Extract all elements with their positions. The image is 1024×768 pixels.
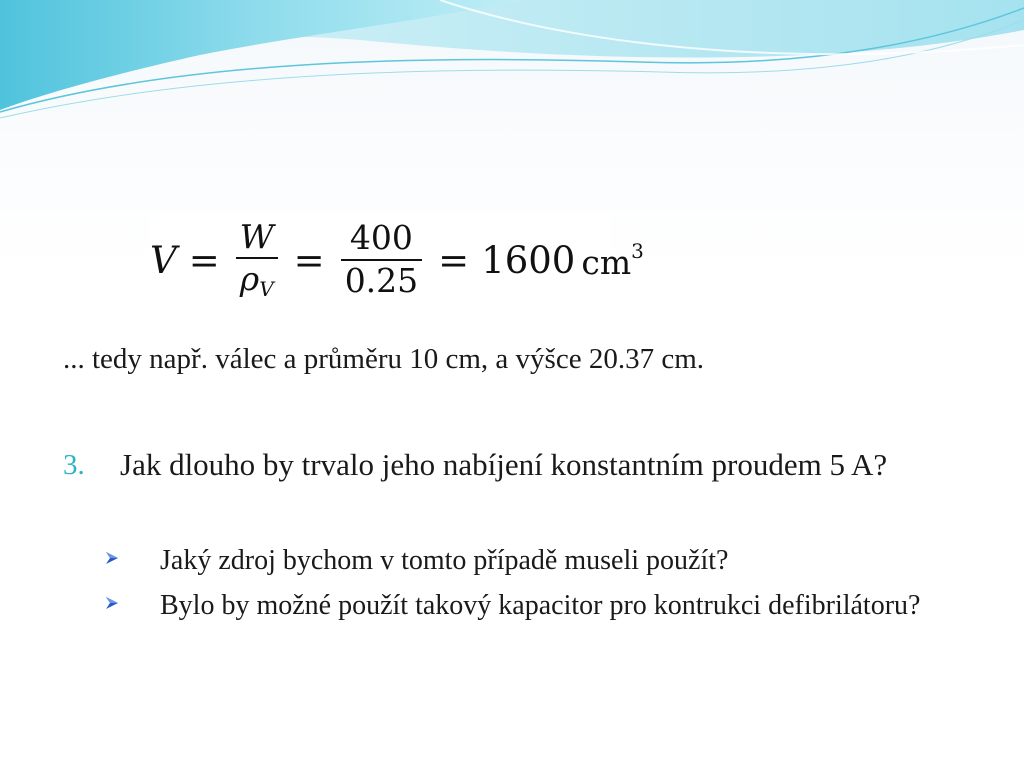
- fraction-2-numerator: 400: [349, 218, 413, 258]
- formula-unit: [581, 239, 644, 282]
- formula: [150, 212, 644, 308]
- arrow-bullet-icon: [104, 589, 160, 622]
- list-item-3: [63, 448, 963, 482]
- sub-list-item: [104, 544, 1004, 577]
- formula-fraction-2: [341, 218, 422, 300]
- denominator-symbol: ρ: [239, 259, 260, 299]
- unit-exponent: 3: [631, 238, 644, 263]
- formula-equals-1: =: [188, 238, 220, 282]
- formula-fraction-1: [236, 216, 278, 302]
- list-item-number: 3.: [63, 449, 85, 481]
- sub-list-item: [104, 589, 1004, 622]
- sub-list-item-text: Bylo by možné použít takový kapacitor pro kontrukci defibrilátoru?: [160, 590, 921, 621]
- unit-base: cm: [581, 242, 632, 282]
- formula-result: 1600: [481, 238, 576, 282]
- arrow-bullet-icon: [104, 544, 160, 577]
- sub-list-item-text: Jaký zdroj bychom v tomto případě museli použít?: [160, 545, 729, 576]
- denominator-subscript: V: [259, 277, 274, 302]
- sub-list: [104, 544, 1004, 634]
- fraction-1-denominator: [236, 259, 278, 302]
- formula-lhs: V: [150, 238, 177, 282]
- fraction-1-numerator: W: [239, 216, 274, 256]
- list-item-text: Jak dlouho by trvalo jeho nabíjení konstantním proudem 5 A?: [120, 447, 888, 482]
- fraction-2-denominator: 0.25: [344, 261, 419, 300]
- wave-banner: [0, 0, 1024, 130]
- formula-equals-3: =: [438, 238, 470, 282]
- formula-equals-2: =: [293, 238, 325, 282]
- note-text: ... tedy např. válec a průměru 10 cm, a výšce 20.37 cm.: [63, 343, 705, 375]
